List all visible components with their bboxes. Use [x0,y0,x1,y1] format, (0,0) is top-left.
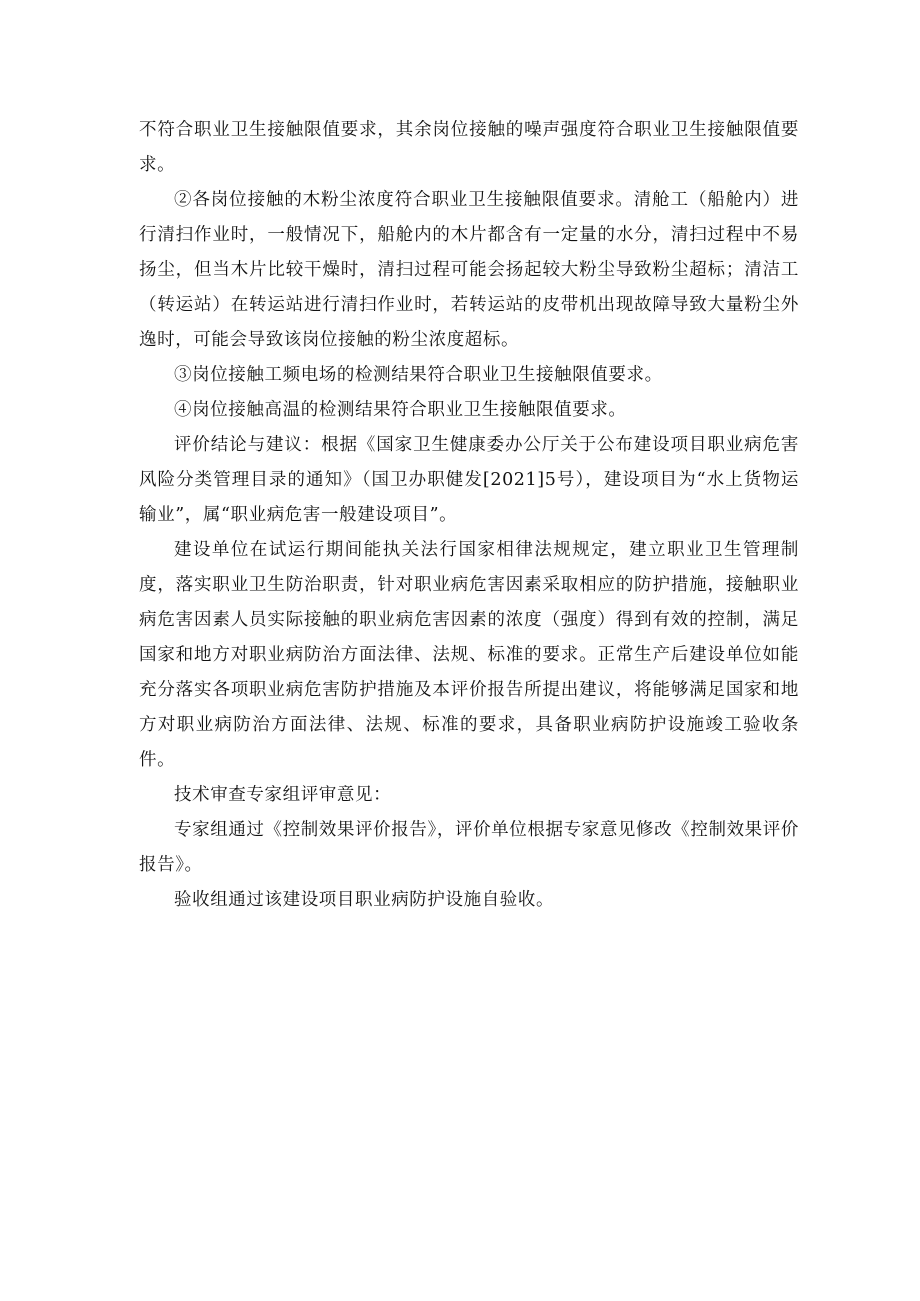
paragraph-noise-conclusion: 不符合职业卫生接触限值要求，其余岗位接触的噪声强度符合职业卫生接触限值要求。 [139,120,799,175]
paragraph-evaluation-conclusion: 评价结论与建议：根据《国家卫生健康委办公厅关于公布建设项目职业病危害风险分类管理目录的通知》（国卫办职健发[2021]5号），建设项目为“水上货物运输业”，属“职业病危害一般建设项目”。 [139,435,799,525]
paragraph-high-temperature: ④岗位接触高温的检测结果符合职业卫生接触限值要求。 [174,400,627,420]
paragraph-power-frequency-field: ③岗位接触工频电场的检测结果符合职业卫生接触限值要求。 [174,365,663,385]
paragraph-construction-unit: 建设单位在试运行期间能执关法行国家相律法规规定，建立职业卫生管理制度，落实职业卫生防治职责，针对职业病危害因素采取相应的防护措施，接触职业病危害因素人员实际接触的职业病危害因素的浓度（强度）得到有效的控制，满足国家和地方对职业病防治方面法律、法规、标准的要求。正常生产后建设单位如能充分落实各项职业病危害防护措施及本评价报告所提出建议，将能够满足国家和地方对职业病防治方面法律、法规、标准的要求，具备职业病防护设施竣工验收条件。 [139,540,799,770]
paragraph-wood-dust: ②各岗位接触的木粉尘浓度符合职业卫生接触限值要求。清舱工（船舱内）进行清扫作业时，一般情况下，船舱内的木片都含有一定量的水分，清扫过程中不易扬尘，但当木片比较干燥时，清扫过程可能会扬起较大粉尘导致粉尘超标；清洁工（转运站）在转运站进行清扫作业时，若转运站的皮带机出现故障导致大量粉尘外逸时，可能会导致该岗位接触的粉尘浓度超标。 [139,190,799,350]
paragraph-expert-review-heading: 技术审查专家组评审意见： [174,785,392,805]
paragraph-expert-opinion: 专家组通过《控制效果评价报告》，评价单位根据专家意见修改《控制效果评价报告》。 [139,820,799,875]
paragraph-acceptance-result: 验收组通过该建设项目职业病防护设施自验收。 [174,890,555,910]
document-body [139,113,799,918]
